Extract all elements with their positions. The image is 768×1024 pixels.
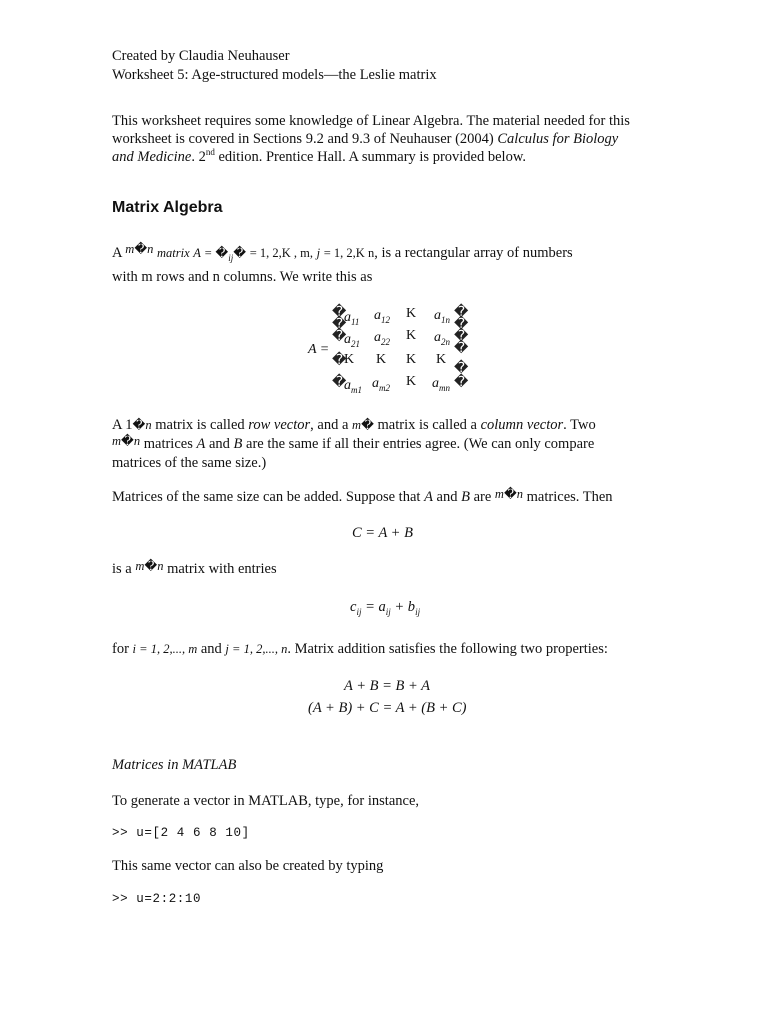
matrix-cell-3-2: K [376, 352, 387, 367]
addition-line-2: is a m�n matrix with entries [112, 559, 277, 577]
matrix-cell-m-2: $a_{m2}$ [372, 376, 390, 393]
left-bracket-glyph-1: � [332, 304, 347, 320]
def-n: n [147, 242, 154, 256]
left-bracket-glyph-2: � [332, 316, 347, 332]
rowcol-line-3: matrices of the same size.) [112, 455, 267, 471]
code-vector-2: >> u=2:2:10 [112, 892, 202, 906]
def-matrix-word: matrix [157, 246, 190, 260]
intro-line-1 [112, 112, 630, 131]
rowcol-line-1: A 1�n matrix is called row vector, and a m� matrix is called a column vector. Two [112, 417, 596, 433]
range-i: i = 1, 2,..., m [132, 642, 198, 656]
matrix-cell-m-n: $a_{mn}$ [432, 376, 450, 393]
matrix-display [300, 300, 480, 400]
column-vector-term: column vector [480, 417, 564, 433]
matrix-lhs: A = [308, 342, 330, 357]
code-vector-1: >> u=[2 4 6 8 10] [112, 826, 250, 840]
matrix-cell-3-1: K [344, 352, 355, 367]
addition-line-1: Matrices of the same size can be added. Suppose that A and B are m�n matrices. Then [112, 487, 613, 505]
times-glyph-1: � [132, 418, 146, 432]
right-bracket-glyph-6: � [454, 374, 469, 390]
matlab-line-1: To generate a vector in MATLAB, type, for instance, [112, 793, 420, 809]
book-title-2: and Medicine [112, 149, 192, 165]
property-associative: (A + B) + C = A + (B + C) [308, 700, 467, 716]
right-bracket-glyph-1: � [454, 304, 469, 320]
worksheet-title: Worksheet 5: Age-structured models—the Leslie matrix [112, 67, 437, 83]
times-glyph-2: � [361, 418, 374, 432]
edition-superscript: nd [205, 147, 215, 158]
definition-line-2: with m rows and n columns. We write this as [112, 269, 373, 285]
matrix-cell-2-1: $a_{21}$ [344, 332, 360, 349]
matrix-cell-2-n: $a_{2n}$ [434, 330, 450, 347]
right-bracket-glyph-4: � [454, 340, 469, 356]
equation-entries: $c_{ij} = a_{ij} + b_{ij}$ [350, 599, 421, 617]
def-rest: , is a rectangular array of numbers [374, 245, 573, 261]
intro-text-3: . 2 [191, 149, 206, 165]
intro-line-2 [112, 130, 618, 149]
matrix-cell-3-3: K [406, 352, 417, 367]
times-glyph-5: � [144, 559, 158, 573]
addition-line-3: for i = 1, 2,..., m and j = 1, 2,..., n. Matrix addition satisfies the following two properties: [112, 641, 608, 657]
matrix-cell-3-n: K [436, 352, 447, 367]
rowcol-line-2: m�n matrices A and B are the same if all their entries agree. (We can only compare [112, 434, 595, 452]
property-commutative: A + B = B + A [344, 678, 431, 694]
right-bracket-glyph-2: � [454, 316, 469, 332]
intro-line-3 [112, 148, 526, 167]
intro-text-4: edition. Prentice Hall. A summary is provided below. [214, 149, 526, 165]
def-times-glyph: � [134, 242, 148, 256]
matrix-cell-2-2: $a_{22}$ [374, 330, 390, 347]
book-title-1: Calculus for Biology [497, 131, 619, 147]
left-bracket-glyph-5: � [332, 374, 347, 390]
def-m: m [125, 242, 135, 256]
def-range-i: = 1, 2,K , m, [249, 246, 314, 260]
section-heading: Matrix Algebra [112, 199, 223, 216]
matrix-cell-1-3: K [406, 306, 417, 321]
matlab-line-2: This same vector can also be created by typing [112, 858, 384, 874]
matrix-cell-m-1: $a_{m1}$ [344, 378, 362, 395]
matrix-cell-1-n: $a_{1n}$ [434, 308, 450, 325]
right-bracket-glyph-3: � [454, 328, 469, 344]
times-glyph-4: � [503, 487, 517, 501]
def-bracket-glyph-right: � [233, 246, 247, 260]
times-glyph-3: � [121, 434, 134, 448]
intro-text-1: This worksheet requires some knowledge of Linear Algebra. The material needed for this [112, 113, 630, 129]
left-bracket-glyph-4: � [332, 352, 347, 368]
def-formula: A = [193, 246, 216, 260]
matrix-cell-m-3: K [406, 374, 417, 389]
left-bracket-glyph-3: � [332, 328, 347, 344]
right-bracket-glyph-5: � [454, 360, 469, 376]
author-line: Created by Claudia Neuhauser [112, 48, 290, 64]
intro-text-2: worksheet is covered in Sections 9.2 and 9.3 of Neuhauser (2004) [112, 131, 498, 147]
definition-line-1 [112, 244, 573, 263]
def-bracket-glyph-left: � [215, 246, 229, 260]
matrix-cell-1-1: $a_{11}$ [344, 310, 360, 327]
def-ij: ij [228, 252, 234, 263]
matrix-cell-2-3: K [406, 328, 417, 343]
range-j: j = 1, 2,..., n [225, 642, 288, 656]
equation-c-sum: C = A + B [352, 525, 413, 541]
matlab-heading: Matrices in MATLAB [112, 757, 237, 773]
matrix-cell-1-2: $a_{12}$ [374, 308, 390, 325]
def-a: A [112, 245, 122, 261]
row-vector-term: row vector [248, 417, 311, 433]
def-j: j [316, 246, 321, 260]
def-range-j: = 1, 2,K n [323, 246, 375, 260]
